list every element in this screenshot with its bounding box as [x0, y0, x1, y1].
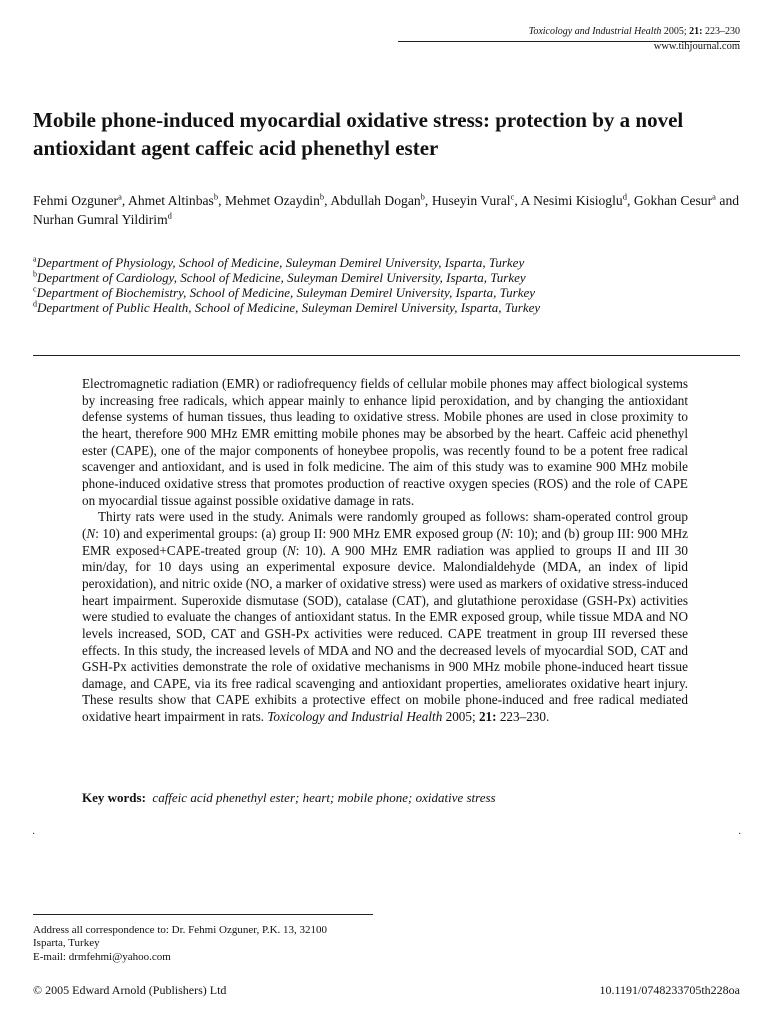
journal-pages: 223–230 [705, 26, 740, 37]
author: A Nesimi Kisioglu [520, 193, 623, 208]
abstract-paragraph-2 [82, 509, 688, 726]
journal-name: Toxicology and Industrial Health [528, 26, 662, 37]
abstract-citation-year: 2005; [442, 709, 479, 725]
abstract-text: Thirty rats were used in the study. Animals were randomly grouped as follows: sham-operated control group ( [82, 509, 688, 541]
article-title: Mobile phone-induced myocardial oxidative stress: protection by a novel antioxidant agent caffeic acid phenethyl ester [33, 108, 684, 160]
abstract-citation-pages: 223–230. [496, 709, 550, 725]
affiliation-sup: d [33, 299, 37, 309]
abstract-n: N [287, 542, 296, 558]
margin-dot: · [738, 829, 742, 840]
author-sup: b [213, 191, 219, 202]
author: Huseyin Vural [431, 193, 511, 208]
author-sup: b [420, 191, 425, 202]
abstract-citation-volume: 21: [478, 709, 497, 725]
abstract-text: : 10). A 900 MHz EMR radiation was applied to groups II and III 30 min/day, for 10 days using an experimental exposure device. Malondialdehyde (MDA, an index of lipid peroxidation), and nitric oxide (NO, a marker of oxidative stress) were used as markers of oxidative stress-induced heart impairment. Superoxide dismutase (SOD), catalase (CAT), and glutathione peroxidase (GSH-Px) activities were studied to evaluate the changes of antioxidant status. In the EMR exposed group, while tissue MDA and NO levels increased, SOD, CAT and GSH-Px activities were reduced. CAPE treatment in group III reversed these effects. In this study, the increased levels of MDA and NO and the decreased levels of myocardial SOD, CAT and GSH-Px activities demonstrate the role of oxidative mechanisms in 900 MHz mobile phone-induced heart tissue damage, and CAPE, via its free radical scavenging and antioxidant properties, ameliorates oxidative heart injury. These results show that CAPE exhibits a protective effect on mobile phone-induced and free radical mediated oxidative heart impairment in rats. [82, 542, 688, 725]
section-rule [33, 355, 740, 356]
affiliation-text: Department of Cardiology, School of Medicine, Suleyman Demirel University, Isparta, Turkey [37, 270, 526, 285]
author: Abdullah Dogan [330, 193, 421, 208]
journal-citation [529, 26, 740, 37]
footnote-email[interactable]: E-mail: drmfehmi@yahoo.com [33, 950, 171, 963]
keywords [82, 790, 496, 806]
author-sup: d [622, 191, 627, 202]
author-sup: a [712, 191, 716, 202]
affiliation-sup: c [33, 284, 37, 294]
affiliation [33, 285, 743, 300]
affiliation-list [33, 255, 743, 315]
journal-url[interactable]: www.tihjournal.com [653, 41, 740, 52]
affiliation-text: Department of Physiology, School of Medicine, Suleyman Demirel University, Isparta, Turkey [36, 255, 525, 270]
affiliation-sup: b [33, 269, 37, 279]
author-sup: a [118, 191, 122, 202]
author-conjunction: and [719, 193, 740, 208]
footnote-rule [33, 914, 373, 915]
affiliation [33, 300, 743, 315]
affiliation [33, 270, 743, 285]
affiliation-sup: a [33, 254, 37, 264]
author-list: Fehmi Ozguner$^a$, Ahmet Altinbas$^b$, Mehmet Ozaydin$^b$, Abdullah Dogan$^b$, Huseyin Vural$^c$, A Nesimi Kisioglu$^d$, Gokhan Cesur$^a$ and Nurhan Gumral Yildirim$^d$ [33, 191, 740, 227]
footnote-line: Address all correspondence to: Dr. Fehmi Ozguner, P.K. 13, 32100 [33, 924, 328, 936]
abstract-n: N [86, 525, 96, 541]
abstract-text: : 10); and (b) group III: 900 MHz EMR exposed+CAPE-treated group ( [82, 525, 688, 558]
abstract [82, 376, 688, 726]
affiliation-text: Department of Public Health, School of Medicine, Suleyman Demirel University, Isparta, Turkey [37, 300, 541, 315]
author-sup: b [319, 191, 325, 202]
author: Nurhan Gumral Yildirim [33, 212, 168, 227]
author: Ahmet Altinbas [128, 193, 214, 208]
author: Fehmi Ozguner [33, 193, 119, 208]
author: Gokhan Cesur [633, 193, 713, 208]
author: Mehmet Ozaydin [225, 193, 320, 208]
keywords-label: Key words: [82, 790, 146, 805]
journal-volume: 21: [689, 26, 703, 37]
correspondence-footnote [33, 924, 375, 964]
affiliation [33, 255, 743, 270]
keywords-text: caffeic acid phenethyl ester; heart; mobile phone; oxidative stress [152, 790, 496, 805]
journal-year: 2005; [663, 26, 687, 37]
margin-dot: · [32, 829, 36, 840]
doi[interactable]: 10.1191/0748233705th228oa [599, 983, 740, 997]
copyright: © 2005 Edward Arnold (Publishers) Ltd [33, 983, 227, 997]
abstract-citation-journal: Toxicology and Industrial Health [267, 709, 443, 725]
author-sup: d [167, 210, 172, 221]
abstract-n: N [500, 525, 510, 541]
abstract-text: : 10) and experimental groups: (a) group II: 900 MHz EMR exposed group ( [95, 525, 501, 541]
abstract-paragraph-1: Electromagnetic radiation (EMR) or radiofrequency fields of cellular mobile phones may affect biological systems by increasing free radicals, which appear mainly to enhance lipid peroxidation, and by changing the antioxidant defense systems of human tissues, thus leading to oxidative stress. Mobile phones are used in close proximity to the heart, therefore 900 MHz EMR emitting mobile phones may be absorbed by the heart. Caffeic acid phenethyl ester (CAPE), one of the major components of honeybee propolis, was recently found to be a potent free radical scavenger and antioxidant, and is used in folk medicine. The aim of this study was to examine 900 MHz mobile phone-induced oxidative stress that promotes production of reactive oxygen species (ROS) and the role of CAPE on myocardial tissue against possible oxidative damage in rats. [82, 376, 688, 508]
footnote-line: Isparta, Turkey [33, 937, 100, 950]
affiliation-text: Department of Biochemistry, School of Medicine, Suleyman Demirel University, Isparta, Turkey [36, 285, 536, 300]
author-sup: c [510, 191, 515, 202]
